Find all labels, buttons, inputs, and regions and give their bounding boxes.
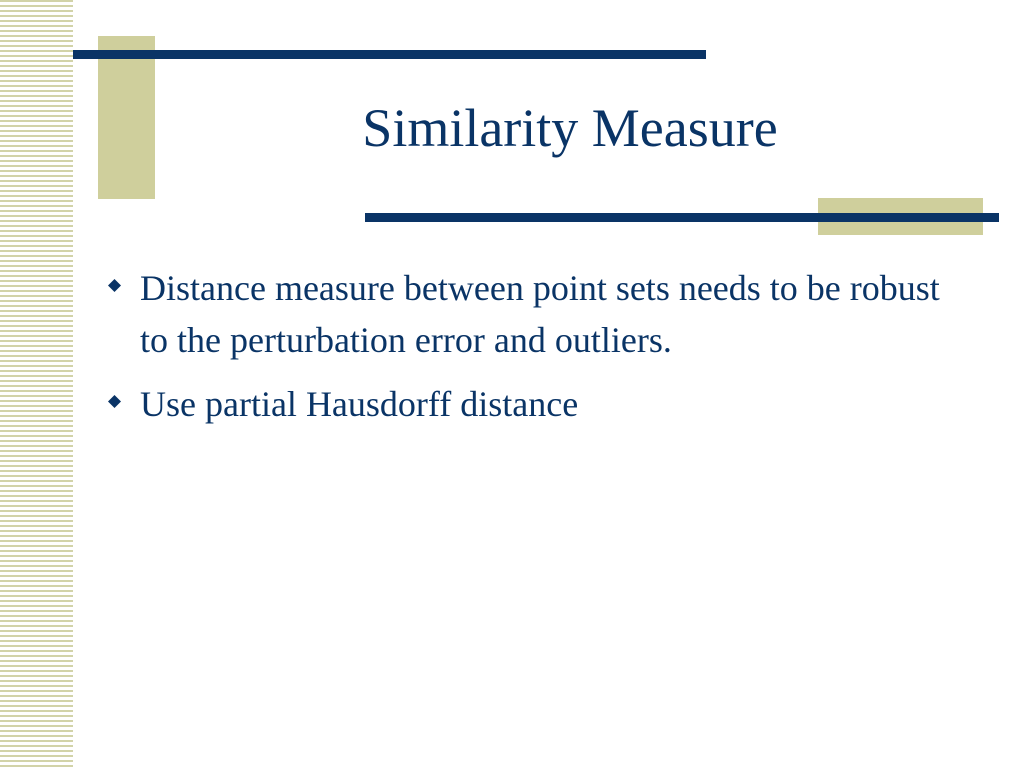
bullet-list [104,262,944,442]
bullet-item [104,262,944,366]
tan-accent-block-top [98,36,155,199]
bullet-item [104,378,944,430]
navy-accent-bar-bottom [365,213,999,222]
navy-accent-bar-top [73,50,706,59]
left-stripe-decoration [0,0,73,768]
bullet-text: Distance measure between point sets needs to be robust to the perturbation error and outliers. [140,268,940,360]
bullet-text: Use partial Hausdorff distance [140,384,579,424]
diamond-bullet-icon [108,279,121,292]
slide-title: Similarity Measure [362,98,778,158]
diamond-bullet-icon [108,395,121,408]
